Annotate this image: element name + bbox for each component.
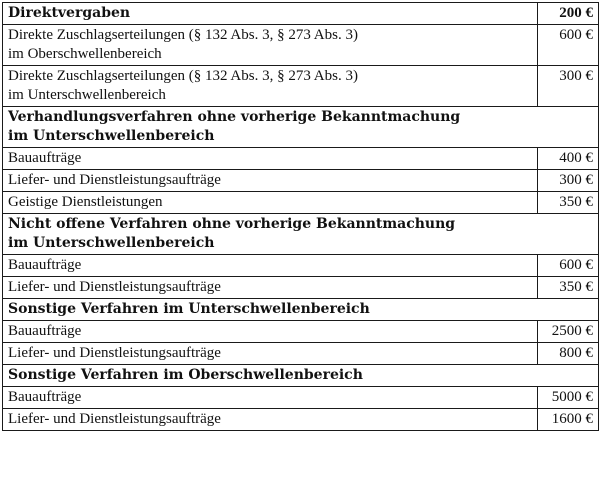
section-header-row — [3, 107, 599, 148]
procedure-description: Liefer- und Dienstleistungsaufträge — [3, 170, 538, 192]
section-header-row — [3, 365, 599, 387]
procedure-description: Bauaufträge — [3, 148, 538, 170]
fee-row — [3, 343, 599, 365]
fee-row — [3, 409, 599, 431]
fee-amount: 400 € — [538, 148, 599, 170]
fee-amount: 2500 € — [538, 321, 599, 343]
fee-amount: 300 € — [538, 66, 599, 107]
procedure-description: Direkte Zuschlagserteilungen (§ 132 Abs. 3, § 273 Abs. 3) im Oberschwellenbereich — [3, 25, 538, 66]
section-header-row — [3, 214, 599, 255]
fee-table-body — [3, 3, 599, 431]
fee-row — [3, 148, 599, 170]
section-title: Sonstige Verfahren im Unterschwellenbereich — [3, 299, 599, 321]
fee-amount: 300 € — [538, 170, 599, 192]
procedure-description: Direkte Zuschlagserteilungen (§ 132 Abs. 3, § 273 Abs. 3) im Unterschwellenbereich — [3, 66, 538, 107]
fee-row — [3, 321, 599, 343]
section-title: Direktvergaben — [3, 3, 538, 25]
fee-row — [3, 387, 599, 409]
fee-amount: 350 € — [538, 277, 599, 299]
fee-amount: 200 € — [538, 3, 599, 25]
fee-row — [3, 66, 599, 107]
section-header-row — [3, 3, 599, 25]
fee-row — [3, 277, 599, 299]
procedure-description: Liefer- und Dienstleistungsaufträge — [3, 277, 538, 299]
fee-amount: 1600 € — [538, 409, 599, 431]
procedure-description: Bauaufträge — [3, 387, 538, 409]
fee-row — [3, 192, 599, 214]
procedure-description: Bauaufträge — [3, 255, 538, 277]
procedure-description: Liefer- und Dienstleistungsaufträge — [3, 409, 538, 431]
fee-amount: 350 € — [538, 192, 599, 214]
section-title: Verhandlungsverfahren ohne vorherige Bekanntmachung im Unterschwellenbereich — [3, 107, 599, 148]
section-title: Sonstige Verfahren im Oberschwellenbereich — [3, 365, 599, 387]
fee-row — [3, 255, 599, 277]
fee-row — [3, 170, 599, 192]
section-title: Nicht offene Verfahren ohne vorherige Bekanntmachung im Unterschwellenbereich — [3, 214, 599, 255]
section-header-row — [3, 299, 599, 321]
fee-amount: 800 € — [538, 343, 599, 365]
fee-amount: 600 € — [538, 255, 599, 277]
fee-amount: 600 € — [538, 25, 599, 66]
fee-amount: 5000 € — [538, 387, 599, 409]
fee-table — [2, 2, 599, 431]
fee-row — [3, 25, 599, 66]
procedure-description: Bauaufträge — [3, 321, 538, 343]
procedure-description: Liefer- und Dienstleistungsaufträge — [3, 343, 538, 365]
procedure-description: Geistige Dienstleistungen — [3, 192, 538, 214]
